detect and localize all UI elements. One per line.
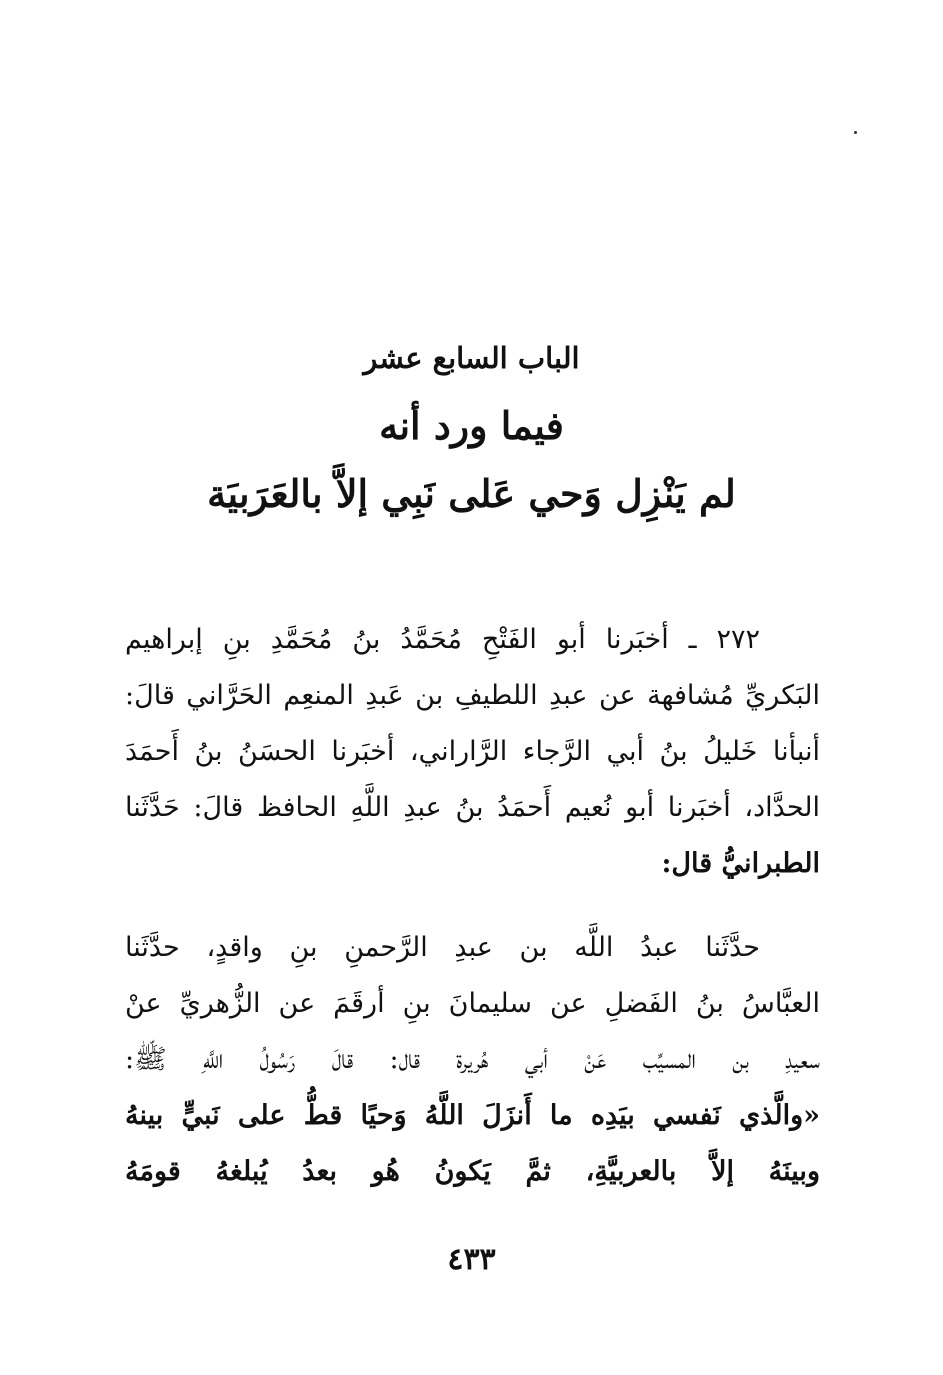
paragraph-line: ٢٧٢ ـ أخبَرنا أبو الفَتْحِ مُحَمَّدُ بنُ مُحَمَّدِ بنِ إبراهيم bbox=[125, 624, 760, 655]
paragraph-line: سعيدِ بن المسيِّب عَنْ أبي هُريرة قال: قالَ رَسُولُ اللَّهِ ﷺ: bbox=[125, 1044, 820, 1075]
paragraph-line: «والَّذي نَفسي بيَدِه ما أَنزَلَ اللَّهُ وَحيًا قطُّ على نَبيٍّ بينهُ bbox=[125, 1100, 820, 1131]
chapter-number: الباب السابع عشر bbox=[363, 341, 580, 375]
paragraph-line: حدَّثَنا عبدُ اللَّه بن عبدِ الرَّحمنِ بنِ واقدٍ، حدَّثَنا bbox=[125, 932, 760, 963]
page-number: ٤٣٣ bbox=[447, 1242, 496, 1277]
paragraph-line: العبَّاسُ بنُ الفَضلِ عن سليمانَ بنِ أرقَمَ عن الزُّهريِّ عنْ bbox=[125, 988, 820, 1019]
paragraph-line: الحدَّاد، أخبَرنا أبو نُعيم أَحمَدُ بنُ عبدِ اللَّهِ الحافظ قالَ: حَدَّثَنا bbox=[125, 792, 820, 823]
paragraph-line: الطبرانيُّ قال: bbox=[661, 848, 820, 879]
hadith-text-paragraph bbox=[125, 920, 820, 1200]
paragraph-line: أنبأنا خَليلُ بنُ أبي الرَّجاء الرَّاراني، أخبَرنا الحسَنُ بنُ أَحمَدَ bbox=[125, 736, 820, 767]
paragraph-line: وبينَهُ إلاَّ بالعربيَّةِ، ثمَّ يَكونُ هُو بعدُ يُبلغهُ قومَهُ bbox=[125, 1156, 820, 1187]
chapter-title-line-1: فيما ورد أنه bbox=[379, 403, 564, 448]
print-speck bbox=[854, 131, 857, 134]
paragraph-line: البَكريِّ مُشافهة عن عبدِ اللطيفِ بن عَبدِ المنعِم الحَرَّاني قالَ: bbox=[125, 680, 820, 711]
hadith-isnad-paragraph bbox=[125, 612, 820, 892]
chapter-title-line-2: لم يَنْزِل وَحي عَلى نَبِي إلاَّ بالعَرَبيَة bbox=[207, 471, 736, 516]
